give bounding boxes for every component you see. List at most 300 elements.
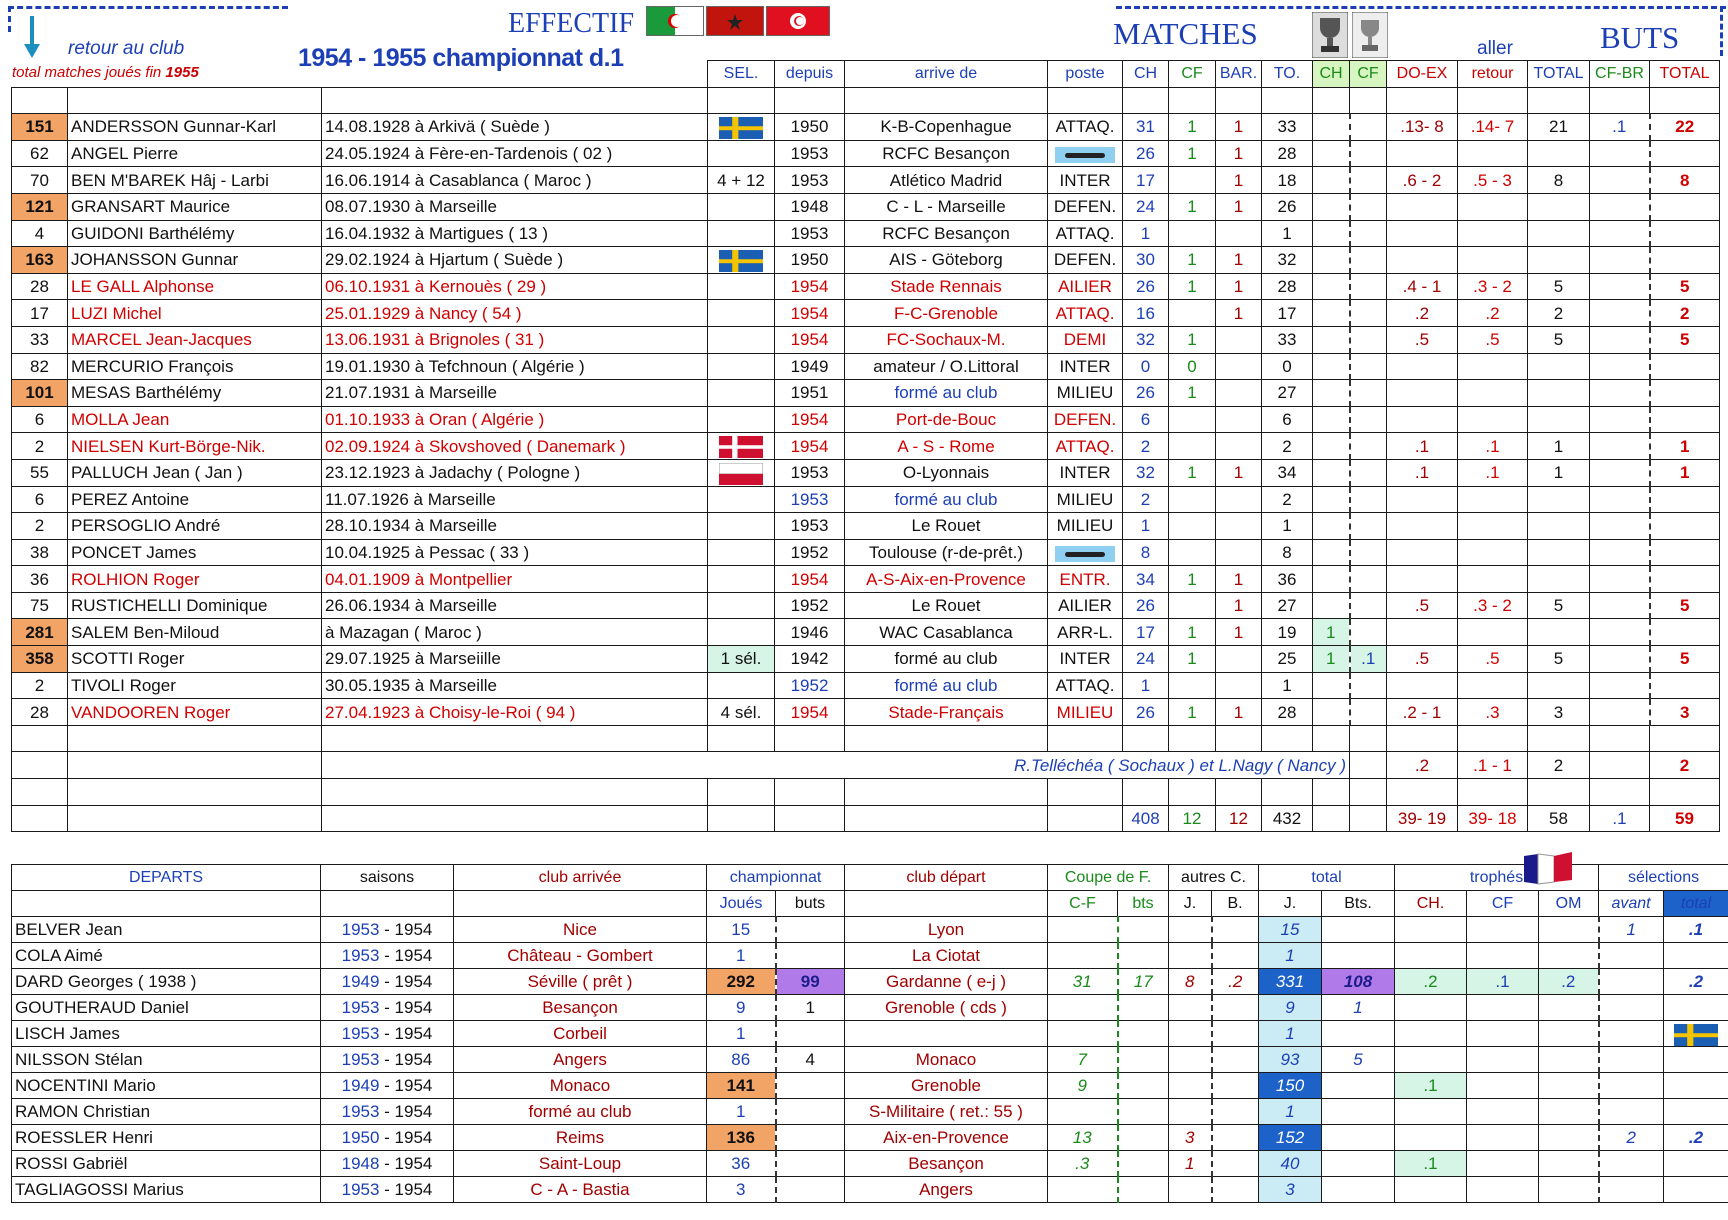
empty-cell (845, 779, 1048, 806)
position-cell: ATTAQ. (1048, 300, 1123, 327)
league-goals (776, 1021, 845, 1047)
goals-doex (1387, 486, 1458, 513)
trophy-cf (1350, 486, 1387, 513)
other-played (1169, 1099, 1212, 1125)
empty-cell (1458, 87, 1528, 114)
selection-cell (708, 326, 775, 353)
cup-matches: 1 (1169, 114, 1216, 141)
birth-info: 27.04.1923 à Choisy-le-Roi ( 94 ) (322, 699, 708, 726)
season-start: 1948 (341, 1154, 380, 1173)
trophy-cf (1467, 1151, 1539, 1177)
goals-retour: .14- 7 (1458, 114, 1528, 141)
selections-total: .2 (1664, 1125, 1728, 1151)
position-cell: ENTR. (1048, 566, 1123, 593)
goals-grand-total (1650, 486, 1720, 513)
column-header-to: TO. (1262, 61, 1313, 88)
since-year: 1954 (775, 566, 845, 593)
barrage-matches (1216, 646, 1262, 673)
selections-before (1599, 1099, 1664, 1125)
goals-cf-br (1590, 247, 1650, 274)
goals-retour (1458, 220, 1528, 247)
selections-total (1664, 1047, 1728, 1073)
player-name: ANDERSSON Gunnar-Karl (68, 114, 322, 141)
trophy-cf (1467, 995, 1539, 1021)
departs-row (12, 969, 1728, 995)
selection-cell (708, 353, 775, 380)
cup-goals (1118, 1073, 1169, 1099)
empty-cell (321, 891, 454, 917)
player-name: PERSOGLIO André (68, 513, 322, 540)
goals-doex: .6 - 2 (1387, 167, 1458, 194)
previous-club: WAC Casablanca (845, 619, 1048, 646)
trophy-ch (1313, 326, 1350, 353)
trophy-ch (1395, 917, 1467, 943)
trophy-ch (1313, 353, 1350, 380)
goals-retour (1458, 247, 1528, 274)
trophy-cf (1467, 1099, 1539, 1125)
player-name: LISCH James (12, 1021, 321, 1047)
birth-info: 30.05.1935 à Marseille (322, 672, 708, 699)
trophy-cf (1350, 140, 1387, 167)
goals-doex (1387, 566, 1458, 593)
empty-cell (845, 891, 1048, 917)
selection-cell: 4 + 12 (708, 167, 775, 194)
other-played (1169, 1021, 1212, 1047)
league-matches: 32 (1123, 326, 1169, 353)
league-matches: 34 (1123, 566, 1169, 593)
birth-info: 29.02.1924 à Hjartum ( Suède ) (322, 247, 708, 274)
trophy-om: .2 (1539, 969, 1599, 995)
total-doex: 39- 19 (1387, 805, 1458, 832)
trophy-ch (1313, 273, 1350, 300)
league-matches: 31 (1123, 114, 1169, 141)
since-year: 1953 (775, 513, 845, 540)
played-subheader: Joués (707, 891, 776, 917)
empty-cell (322, 61, 708, 88)
league-played: 1 (707, 1021, 776, 1047)
total-matches: 17 (1262, 300, 1313, 327)
trophy-cf (1350, 513, 1387, 540)
empty-cell (322, 779, 708, 806)
cup-played: .3 (1048, 1151, 1118, 1177)
departs-row (12, 1047, 1728, 1073)
goals-total: 2 (1528, 300, 1590, 327)
empty-cell (1048, 805, 1123, 832)
birth-info: 01.10.1933 à Oran ( Algérie ) (322, 406, 708, 433)
goals-total: 3 (1528, 699, 1590, 726)
league-played: 1 (707, 943, 776, 969)
cup-header: Coupe de F. (1048, 865, 1169, 891)
goals-doex: .5 (1387, 326, 1458, 353)
since-year: 1952 (775, 592, 845, 619)
goals-grand-total: 2 (1650, 300, 1720, 327)
previous-club: K-B-Copenhague (845, 114, 1048, 141)
selections-total: .2 (1664, 969, 1728, 995)
cup-matches: 1 (1169, 140, 1216, 167)
trophy-ch (1313, 486, 1350, 513)
total-matches: 28 (1262, 273, 1313, 300)
other-played: 1 (1169, 1151, 1212, 1177)
trophy-cf: .1 (1350, 646, 1387, 673)
empty-cell (1216, 725, 1262, 752)
total-matches: 19 (1262, 619, 1313, 646)
trophy-ch (1395, 1177, 1467, 1203)
goals-doex (1387, 220, 1458, 247)
previous-club: RCFC Besançon (845, 220, 1048, 247)
season-start: 1953 (341, 1102, 380, 1121)
career-total-matches: 28 (12, 273, 68, 300)
total-played: 1 (1259, 1021, 1322, 1047)
other-played (1169, 917, 1212, 943)
trophy-cf (1350, 592, 1387, 619)
selection-cell (708, 406, 775, 433)
player-name: LE GALL Alphonse (68, 273, 322, 300)
player-name: ANGEL Pierre (68, 140, 322, 167)
goals-grand-total (1650, 247, 1720, 274)
goals-doex (1387, 380, 1458, 407)
empty-cell (1313, 805, 1350, 832)
trophy-ch (1313, 513, 1350, 540)
total-matches: 34 (1262, 459, 1313, 486)
player-name: TIVOLI Roger (68, 672, 322, 699)
barrage-matches (1216, 672, 1262, 699)
club-departure: S-Militaire ( ret.: 55 ) (845, 1099, 1048, 1125)
club-departure: Angers (845, 1177, 1048, 1203)
goals-cf-br (1590, 220, 1650, 247)
since-year: 1953 (775, 220, 845, 247)
player-row (12, 592, 1720, 619)
player-name: GOUTHERAUD Daniel (12, 995, 321, 1021)
selections-before (1599, 1177, 1664, 1203)
cup-goals (1118, 1021, 1169, 1047)
empty-cell (708, 725, 775, 752)
league-played: 9 (707, 995, 776, 1021)
trophy-cf (1350, 247, 1387, 274)
sweden-flag-icon (719, 250, 763, 272)
empty-cell (1262, 87, 1313, 114)
barrage-matches: 1 (1216, 459, 1262, 486)
club-arrival: Angers (454, 1047, 707, 1073)
seasons: 1949 - 1954 (321, 969, 454, 995)
seasons: 1953 - 1954 (321, 1021, 454, 1047)
player-name: BEN M'BAREK Hâj - Larbi (68, 167, 322, 194)
league-matches: 16 (1123, 300, 1169, 327)
empty-cell (12, 752, 68, 779)
total-played: 3 (1259, 1177, 1322, 1203)
selections-total (1664, 1021, 1728, 1047)
trophy-cf (1350, 300, 1387, 327)
selection-cell (708, 459, 775, 486)
seasons: 1948 - 1954 (321, 1151, 454, 1177)
trophy-om (1539, 1047, 1599, 1073)
column-header-poste: poste (1048, 61, 1123, 88)
goals-grand-total (1650, 220, 1720, 247)
total-goals (1322, 917, 1395, 943)
since-year: 1953 (775, 167, 845, 194)
selection-cell: 1 sél. (708, 646, 775, 673)
other-goals: .2 (1212, 969, 1259, 995)
trophy-om (1539, 1099, 1599, 1125)
cup-matches (1169, 539, 1216, 566)
season-start: 1949 (341, 972, 380, 991)
goals-total: 5 (1528, 592, 1590, 619)
empty-cell (1350, 805, 1387, 832)
goals-doex: .5 (1387, 646, 1458, 673)
algeria-flag-icon (646, 6, 704, 36)
goals-grand-total: 8 (1650, 167, 1720, 194)
birth-info: 24.05.1924 à Fère-en-Tardenois ( 02 ) (322, 140, 708, 167)
selection-cell (708, 193, 775, 220)
birth-info: 10.04.1925 à Pessac ( 33 ) (322, 539, 708, 566)
barrage-matches (1216, 433, 1262, 460)
cup-matches (1169, 592, 1216, 619)
departs-row (12, 917, 1728, 943)
seasons: 1953 - 1954 (321, 995, 454, 1021)
position-cell: MILIEU (1048, 699, 1123, 726)
player-row (12, 513, 1720, 540)
seasons: 1949 - 1954 (321, 1073, 454, 1099)
previous-club: AIS - Göteborg (845, 247, 1048, 274)
season-start: 1953 (341, 946, 380, 965)
empty-cell (322, 87, 708, 114)
goals-grand-total (1650, 513, 1720, 540)
league-goals (776, 1125, 845, 1151)
trophy-ch (1313, 433, 1350, 460)
total-goals (1322, 1073, 1395, 1099)
trophy-ch: .1 (1395, 1073, 1467, 1099)
trophy-ch (1395, 1125, 1467, 1151)
position-cell: DEMI (1048, 326, 1123, 353)
sweden-flag-icon (1674, 1024, 1718, 1046)
empty-cell (1650, 87, 1720, 114)
player-row (12, 326, 1720, 353)
trophy-cf (1350, 619, 1387, 646)
goals-doex (1387, 539, 1458, 566)
player-name: JOHANSSON Gunnar (68, 247, 322, 274)
career-total-matches: 55 (12, 459, 68, 486)
career-total-matches: 2 (12, 672, 68, 699)
previous-club: Le Rouet (845, 513, 1048, 540)
barrage-matches: 1 (1216, 114, 1262, 141)
empty-cell (1387, 725, 1458, 752)
player-name: ROSSI Gabriël (12, 1151, 321, 1177)
other-played (1169, 1073, 1212, 1099)
total-matches: 2 (1262, 486, 1313, 513)
goals-retour: .3 - 2 (1458, 592, 1528, 619)
trophy-cf (1467, 1047, 1539, 1073)
selection-cell (708, 592, 775, 619)
column-header-arrive-de: arrive de (845, 61, 1048, 88)
barrage-matches: 1 (1216, 699, 1262, 726)
total-matches: 6 (1262, 406, 1313, 433)
cup-goals (1118, 1151, 1169, 1177)
season-start: 1953 (341, 920, 380, 939)
cup-matches (1169, 513, 1216, 540)
column-header-depuis: depuis (775, 61, 845, 88)
selections-header: sélections (1599, 865, 1728, 891)
previous-club: C - L - Marseille (845, 193, 1048, 220)
empty-cell (1387, 87, 1458, 114)
empty-cell (68, 61, 322, 88)
total-grand: 59 (1650, 805, 1720, 832)
club-arrival: Saint-Loup (454, 1151, 707, 1177)
birth-info: 16.04.1932 à Martigues ( 13 ) (322, 220, 708, 247)
cup-played (1048, 995, 1118, 1021)
cup-played: 9 (1048, 1073, 1118, 1099)
selection-cell (708, 566, 775, 593)
goals-doex: .2 - 1 (1387, 699, 1458, 726)
career-total-matches: 101 (12, 380, 68, 407)
league-goals (776, 1099, 845, 1125)
player-name: RAMON Christian (12, 1099, 321, 1125)
previous-club: amateur / O.Littoral (845, 353, 1048, 380)
goals-cf-br (1590, 592, 1650, 619)
league-goals: 99 (776, 969, 845, 995)
total-matches: 0 (1262, 353, 1313, 380)
empty-cell (1387, 779, 1458, 806)
goals-retour: .1 (1458, 459, 1528, 486)
player-name: PALLUCH Jean ( Jan ) (68, 459, 322, 486)
other-goals (1212, 943, 1259, 969)
b-subheader: B. (1212, 891, 1259, 917)
empty-cell (1313, 779, 1350, 806)
league-goals (776, 917, 845, 943)
trophy-ch (1313, 193, 1350, 220)
trophy-ch (1313, 406, 1350, 433)
empty-cell (1313, 725, 1350, 752)
goals-doex (1387, 247, 1458, 274)
previous-club: formé au club (845, 380, 1048, 407)
player-row (12, 114, 1720, 141)
empty-cell (845, 805, 1048, 832)
denmark-flag-icon (719, 436, 763, 458)
birth-info: 16.06.1914 à Casablanca ( Maroc ) (322, 167, 708, 194)
league-matches: 32 (1123, 459, 1169, 486)
column-header-do-ex: DO-EX (1387, 61, 1458, 88)
since-year: 1954 (775, 433, 845, 460)
club-departure: La Ciotat (845, 943, 1048, 969)
player-name: NIELSEN Kurt-Börge-Nik. (68, 433, 322, 460)
total-played: 152 (1259, 1125, 1322, 1151)
goals-total: 2 (1528, 752, 1590, 779)
other-played (1169, 1047, 1212, 1073)
barrage-matches (1216, 486, 1262, 513)
goals-doex (1387, 619, 1458, 646)
trophy-cf (1350, 193, 1387, 220)
cup-icon (1352, 12, 1388, 58)
birth-info: 19.01.1930 à Tefchnoun ( Algérie ) (322, 353, 708, 380)
seasons: 1953 - 1954 (321, 1177, 454, 1203)
player-name: PEREZ Antoine (68, 486, 322, 513)
empty-cell (68, 779, 322, 806)
trophy-cf (1467, 1177, 1539, 1203)
career-total-matches: 2 (12, 433, 68, 460)
goals-cf-br (1590, 486, 1650, 513)
cup-goals (1118, 943, 1169, 969)
column-header-cf-br: CF-BR (1590, 61, 1650, 88)
goals-retour: .5 (1458, 326, 1528, 353)
cup-matches: 1 (1169, 619, 1216, 646)
other-goals (1212, 1099, 1259, 1125)
goals-total (1528, 140, 1590, 167)
goals-cf-br (1590, 300, 1650, 327)
other-goals (1212, 1021, 1259, 1047)
player-row (12, 273, 1720, 300)
league-matches: 17 (1123, 167, 1169, 194)
position-cell: MILIEU (1048, 486, 1123, 513)
goals-cf-br (1590, 646, 1650, 673)
cup-matches (1169, 406, 1216, 433)
empty-cell (454, 891, 707, 917)
barrage-matches: 1 (1216, 140, 1262, 167)
empty-cell (1590, 725, 1650, 752)
since-year: 1953 (775, 486, 845, 513)
selection-cell (708, 513, 775, 540)
career-total-matches: 17 (12, 300, 68, 327)
empty-cell (68, 725, 322, 752)
position-cell: INTER (1048, 459, 1123, 486)
career-total-matches: 62 (12, 140, 68, 167)
trophies-header: trophés (1395, 865, 1599, 891)
other-played (1169, 1177, 1212, 1203)
goals-doex (1387, 513, 1458, 540)
total-matches: 27 (1262, 380, 1313, 407)
goals-cf-br (1590, 459, 1650, 486)
goals-retour: .3 - 2 (1458, 273, 1528, 300)
previous-club: O-Lyonnais (845, 459, 1048, 486)
goals-total (1528, 406, 1590, 433)
empty-cell (1262, 779, 1313, 806)
empty-cell (1048, 779, 1123, 806)
goals-total (1528, 486, 1590, 513)
departs-row (12, 1177, 1728, 1203)
total-played: 9 (1259, 995, 1322, 1021)
goals-cf-br (1590, 619, 1650, 646)
barrage-matches: 1 (1216, 193, 1262, 220)
club-arrival: Corbeil (454, 1021, 707, 1047)
empty-cell (1590, 87, 1650, 114)
league-played: 1 (707, 1099, 776, 1125)
trophy-cf (1350, 380, 1387, 407)
goals-total (1528, 539, 1590, 566)
empty-cell (1528, 87, 1590, 114)
trophy-ch (1313, 380, 1350, 407)
empty-cell (68, 87, 322, 114)
j-subheader: J. (1169, 891, 1212, 917)
position-cell: DEFEN. (1048, 193, 1123, 220)
player-row (12, 486, 1720, 513)
season-end: 1954 (394, 946, 433, 965)
career-total-matches: 358 (12, 646, 68, 673)
previous-club: formé au club (845, 646, 1048, 673)
goals-retour (1458, 672, 1528, 699)
total-played: 331 (1259, 969, 1322, 995)
player-name: GRANSART Maurice (68, 193, 322, 220)
club-arrival: Nice (454, 917, 707, 943)
birth-info: 08.07.1930 à Marseille (322, 193, 708, 220)
selections-total (1664, 943, 1728, 969)
player-row (12, 433, 1720, 460)
trophy-cf (1350, 353, 1387, 380)
selections-total (1664, 1151, 1728, 1177)
position-cell: ATTAQ. (1048, 114, 1123, 141)
barrage-matches: 1 (1216, 300, 1262, 327)
position-cell: DEFEN. (1048, 247, 1123, 274)
cup-matches: 1 (1169, 459, 1216, 486)
championship-header: championnat (707, 865, 845, 891)
empty-cell (1350, 779, 1387, 806)
france-flag-icon (1520, 850, 1576, 886)
